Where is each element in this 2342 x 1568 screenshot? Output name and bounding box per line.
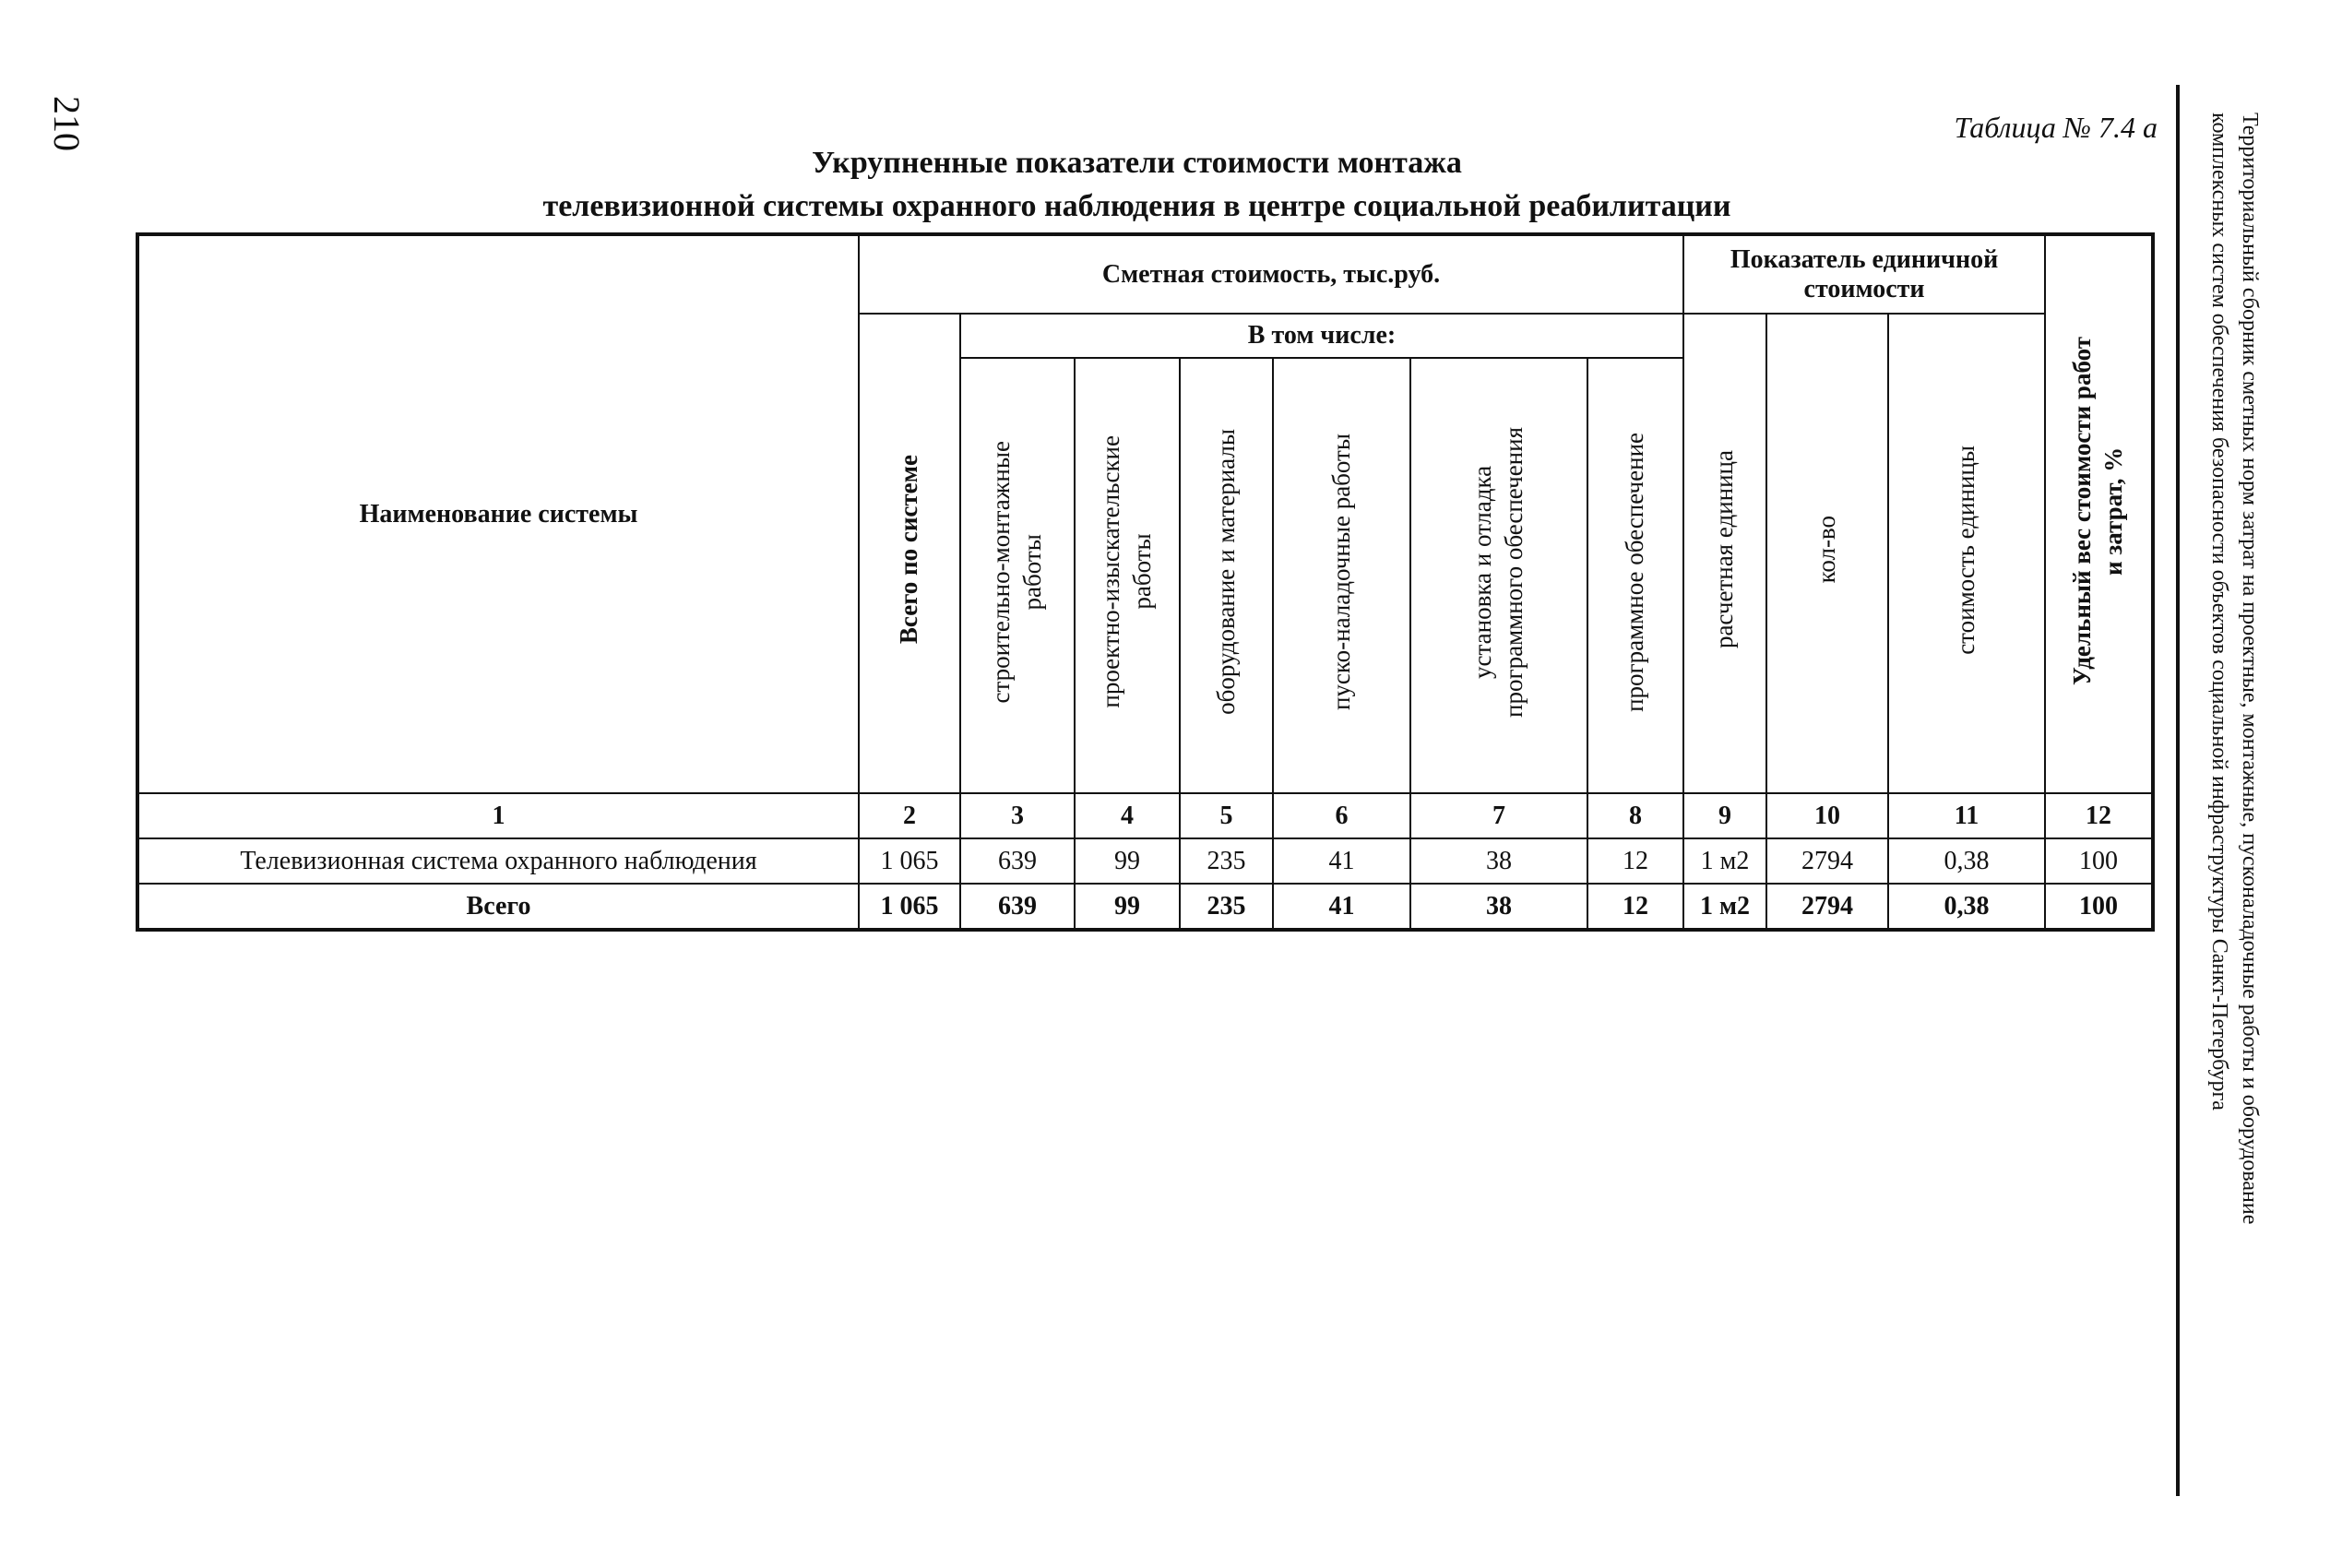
col-header-share: [2045, 234, 2153, 793]
col-header-design: [1075, 358, 1180, 793]
column-number: 1: [137, 793, 859, 838]
table-cell: 0,38: [1888, 838, 2045, 884]
table-cell: 100: [2045, 838, 2153, 884]
column-number: 10: [1766, 793, 1888, 838]
total-cell: 38: [1410, 884, 1587, 930]
col-header-design-line2: работы: [1128, 533, 1156, 611]
col-header-equipment: [1180, 358, 1273, 793]
col-header-name: Наименование системы: [137, 234, 859, 793]
table-cell: 99: [1075, 838, 1180, 884]
col-header-unit: [1683, 314, 1766, 793]
column-number: 5: [1180, 793, 1273, 838]
total-label: Всего: [137, 884, 859, 930]
table-cell: 235: [1180, 838, 1273, 884]
table-row: [137, 838, 2153, 884]
col-header-software: [1587, 358, 1683, 793]
table-cell: 2794: [1766, 838, 1888, 884]
table-cell: 1 065: [859, 838, 960, 884]
table-title-line1: Укрупненные показатели стоимости монтажа: [812, 146, 1462, 180]
total-cell: 1 м2: [1683, 884, 1766, 930]
col-header-total-text: Всего по системе: [895, 455, 923, 645]
table-cell-system-name: Телевизионная система охранного наблюдения: [137, 838, 859, 884]
total-cell: 639: [960, 884, 1075, 930]
header-row-1: [137, 234, 2153, 314]
total-cell: 2794: [1766, 884, 1888, 930]
total-cell: 12: [1587, 884, 1683, 930]
col-header-qty: [1766, 314, 1888, 793]
table-title-line2: телевизионной системы охранного наблюдения в центре социальной реабилитации: [542, 189, 1731, 223]
col-header-design-line1: проектно-изыскательские: [1097, 435, 1125, 708]
total-row: [137, 884, 2153, 930]
col-header-unit-text: расчетная единица: [1710, 450, 1739, 649]
col-header-install-software-line2: программного обеспечения: [1500, 426, 1528, 718]
total-cell: 1 065: [859, 884, 960, 930]
cost-table: [136, 232, 2155, 932]
group-header-unit-cost: [1683, 234, 2045, 314]
page-number: 210: [46, 96, 88, 151]
column-number: 7: [1410, 793, 1587, 838]
col-header-commissioning: [1273, 358, 1410, 793]
column-number: 4: [1075, 793, 1180, 838]
col-header-unit-cost: [1888, 314, 2045, 793]
table-cell: 1 м2: [1683, 838, 1766, 884]
column-number: 2: [859, 793, 960, 838]
table-cell: 639: [960, 838, 1075, 884]
column-number: 8: [1587, 793, 1683, 838]
column-number: 9: [1683, 793, 1766, 838]
table-cell: 12: [1587, 838, 1683, 884]
table-label: Таблица № 7.4 а: [1954, 111, 2158, 144]
col-header-software-text: программное обеспечение: [1621, 432, 1649, 712]
column-number-row: [137, 793, 2153, 838]
col-header-unit-cost-text: стоимость единицы: [1952, 445, 1980, 655]
total-cell: 0,38: [1888, 884, 2045, 930]
col-header-install-software: [1410, 358, 1587, 793]
column-number: 11: [1888, 793, 2045, 838]
total-cell: 41: [1273, 884, 1410, 930]
total-cell: 235: [1180, 884, 1273, 930]
col-header-total: [859, 314, 960, 793]
column-number: 6: [1273, 793, 1410, 838]
group-header-unit-cost-line2: стоимости: [1803, 274, 1925, 303]
column-number: 12: [2045, 793, 2153, 838]
col-header-install-software-line1: установка и отладка: [1468, 465, 1497, 679]
table-cell: 38: [1410, 838, 1587, 884]
group-header-unit-cost-line1: Показатель единичной: [1730, 244, 1999, 274]
group-header-cost: Сметная стоимость, тыс.руб.: [859, 234, 1683, 314]
total-cell: 99: [1075, 884, 1180, 930]
side-caption: [2204, 113, 2265, 1224]
col-header-commissioning-text: пуско-наладочные работы: [1326, 433, 1355, 711]
col-header-qty-text: кол-во: [1813, 516, 1841, 584]
col-header-construction-line2: работы: [1018, 533, 1046, 611]
total-cell: 100: [2045, 884, 2153, 930]
col-header-construction: [960, 358, 1075, 793]
side-rule-divider: [2176, 85, 2180, 1496]
col-header-share-line1: Удельный вес стоимости работ: [2068, 336, 2097, 685]
table-cell: 41: [1273, 838, 1410, 884]
side-caption-line2: комплексных систем обеспечения безопасности объектов социальной инфраструктуры Санкт-Петербурга: [2207, 113, 2231, 1111]
col-header-construction-line1: строительно-монтажные: [987, 440, 1016, 704]
col-header-equipment-text: оборудование и материалы: [1211, 429, 1240, 715]
sub-header-including: В том числе:: [960, 314, 1683, 358]
side-caption-line1: Территориальный сборник сметных норм затрат на проектные, монтажные, пусконаладочные работы и оборудование: [2238, 113, 2262, 1225]
col-header-share-line2: и затрат, %: [2099, 445, 2128, 576]
column-number: 3: [960, 793, 1075, 838]
